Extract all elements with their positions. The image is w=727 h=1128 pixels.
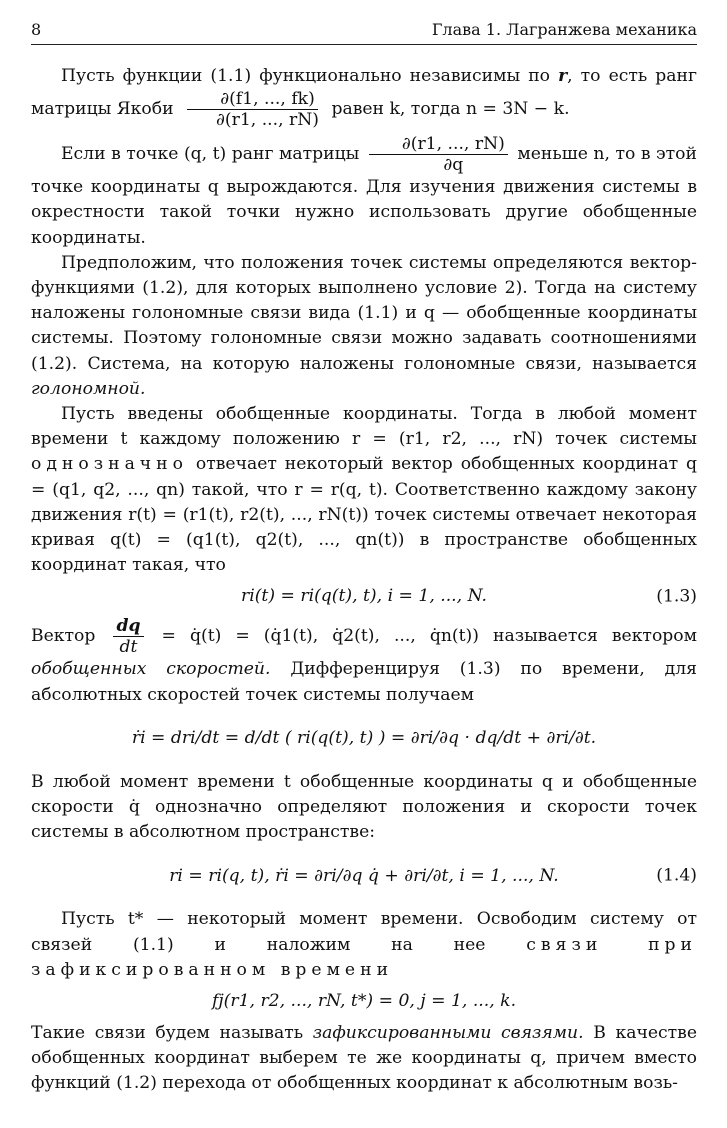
equation-number-1-3: (1.3): [656, 586, 697, 607]
page-body: [31, 64, 697, 1097]
paragraph-5: Вектор $\frac{dq}{dt}$ = q̇(t) = (q̇1(t), q̇2(t), ..., q̇n(t)) называется вектором обобщенных скоростей. Дифференцируя (1.3) по времени, для абсолютных скоростей точек системы получаем: [31, 616, 698, 705]
spaced-phrase-fixed-time: связи при зафиксированном времени: [31, 934, 697, 980]
paragraph-3: Предположим, что положения точек системы определяются вектор-функциями (1.2), для которых выполнено условие 2). Тогда на систему наложены голономные связи вида (1.1) и q — обобщенные координаты системы. Поэтому голономные связи можно задавать соотношениями (1.2). Система, на которую наложены голономные связи, называется голономной.: [31, 252, 697, 399]
equation-number-1-4: (1.4): [656, 865, 697, 886]
page-header: [31, 18, 697, 45]
spaced-word-uniquely: однозначно: [31, 454, 188, 475]
jacobi-fraction: $\frac{\partial(f1, ..., fk)}{\partial(r1, ..., rN)}$: [183, 89, 322, 130]
equation-1-3: ri(t) = ri(q(t), t), i = 1, ..., N. (1.3): [31, 584, 697, 610]
chapter-title: Глава 1. Лагранжева механика: [431, 19, 697, 39]
paragraph-2: Если в точке (q, t) ранг матрицы $\frac{\partial(r1, ..., rN)}{\partial q}$ меньше n, то в этой точке координаты q вырождаются. Для изучения движения системы в окрестности такой точки нужно использовать другие обобщенные координаты.: [31, 134, 697, 248]
term-generalized-velocities: обобщенных скоростей.: [31, 659, 271, 680]
paragraph-1: Пусть функции (1.1) функционально независимы по r, то есть ранг матрицы Якоби $\frac{\partial(f1, ..., fk)}{\partial(r1, ..., rN)}$ равен k, тогда n = 3N − k.: [31, 66, 698, 131]
vector-r: r: [558, 66, 568, 86]
term-holonomic: голономной.: [31, 378, 146, 399]
dq-dt-fraction: $\frac{dq}{dt}$: [113, 616, 143, 657]
paragraph-8: Такие связи будем называть зафиксированными связями. В качестве обобщенных координат выберем те же координаты q, причем вместо функций (1.2) перехода от обобщенных координат к абсолютным возь-: [31, 1023, 698, 1094]
paragraph-4: Пусть введены обобщенные координаты. Тогда в любой момент времени t каждому положению r = (r1, r2, ..., rN) точек системы однозначно отвечает некоторый вектор обобщенных координат q = (q1, q2, ..., qn) такой, что r = r(q, t). Соответственно каждому закону движения r(t) = (r1(t), r2(t), ..., rN(t)) точек системы отвечает некоторая кривая q(t) = (q1(t), q2(t), ..., qn(t)) в пространстве обобщенных координат такая, что: [31, 404, 697, 576]
equation-fixed-constraints: fj(r1, r2, ..., rN, t*) = 0, j = 1, ..., k.: [211, 991, 517, 1012]
rank-fraction: $\frac{\partial(r1, ..., rN)}{\partial q}$: [369, 134, 508, 175]
equation-1-4: ri = ri(q, t), ṙi = ∂ri/∂q q̇ + ∂ri/∂t, i = 1, ..., N. (1.4): [31, 851, 697, 901]
equation-velocity: ṙi = dri/dt = d/dt ( ri(q(t), t) ) = ∂ri/∂q · dq/dt + ∂ri/∂t.: [131, 728, 597, 749]
paragraph-7: Пусть t* — некоторый момент времени. Освободим систему от связей (1.1) и наложим на нее связи при зафиксированном времени: [31, 909, 697, 980]
term-fixed-constraints: зафиксированными связями.: [312, 1023, 584, 1044]
page-number: 8: [31, 19, 42, 39]
paragraph-6: В любой момент времени t обобщенные координаты q и обобщенные скорости q̇ однозначно определяют положения и скорости точек системы в абсолютном пространстве:: [31, 771, 697, 843]
